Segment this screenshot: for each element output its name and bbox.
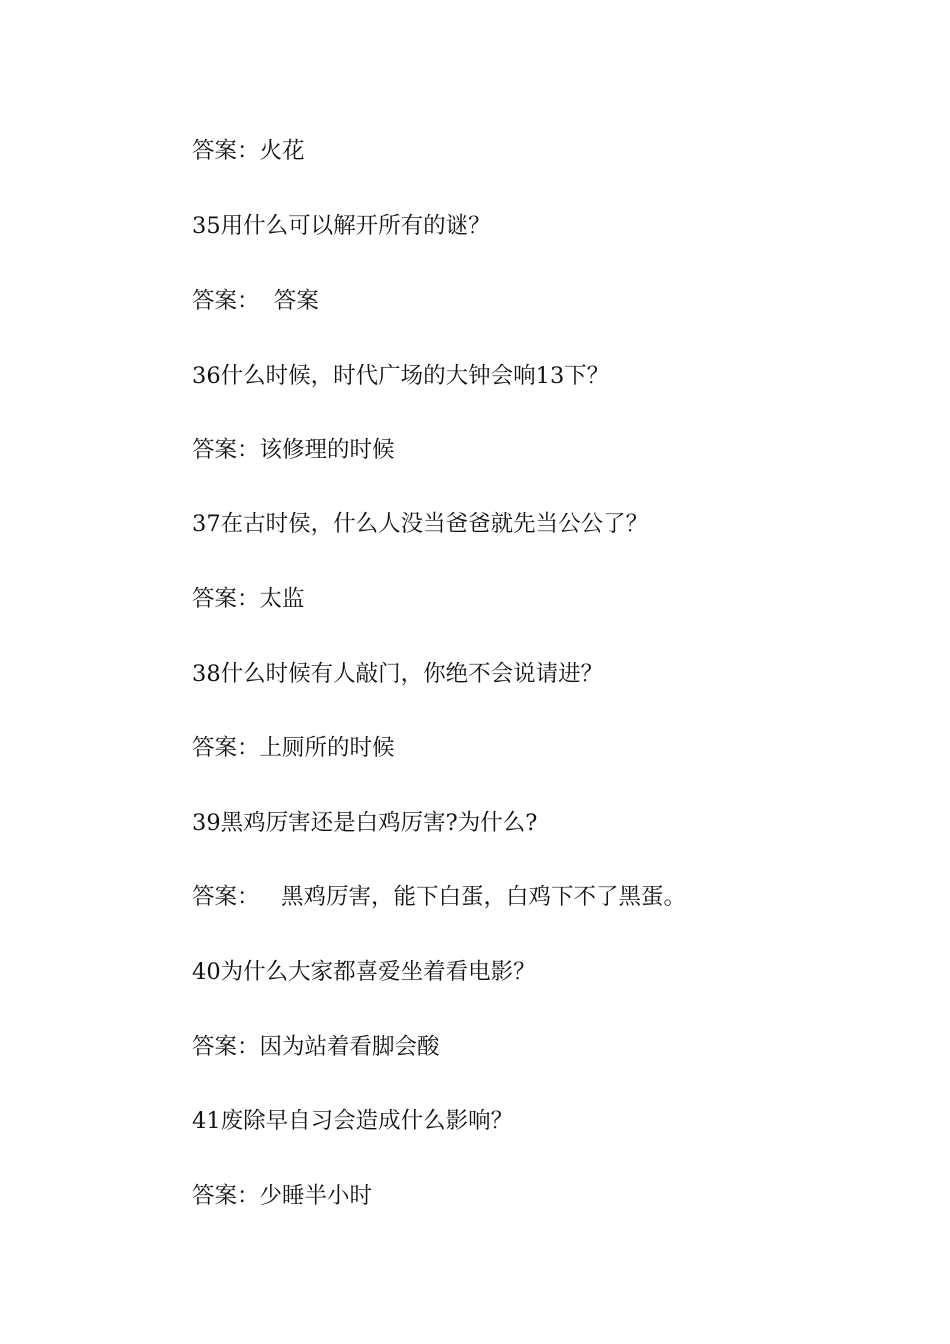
- question-line: 36什么时候，时代广场的大钟会响13下？: [192, 363, 610, 389]
- answer-line: 答案：该修理的时候: [192, 437, 395, 463]
- question-line: 39黑鸡厉害还是白鸡厉害?为什么?: [192, 810, 538, 836]
- answer-line: 答案：因为站着看脚会酸: [192, 1034, 440, 1060]
- answer-line: 答案：太监: [192, 586, 305, 612]
- answer-line: 答案： 黑鸡厉害，能下白蛋，白鸡下不了黑蛋。: [192, 884, 686, 910]
- question-line: 41废除早自习会造成什么影响？: [192, 1108, 514, 1134]
- answer-line: 答案： 答案: [192, 288, 319, 314]
- question-line: 40为什么大家都喜爱坐着看电影？: [192, 959, 536, 985]
- answer-line: 答案：火花: [192, 138, 305, 164]
- question-line: 38什么时候有人敲门，你绝不会说请进？: [192, 661, 604, 687]
- question-line: 35用什么可以解开所有的谜？: [192, 213, 491, 239]
- question-line: 37在古时侯，什么人没当爸爸就先当公公了？: [192, 511, 649, 537]
- answer-line: 答案：少睡半小时: [192, 1183, 373, 1209]
- answer-line: 答案：上厕所的时候: [192, 735, 395, 761]
